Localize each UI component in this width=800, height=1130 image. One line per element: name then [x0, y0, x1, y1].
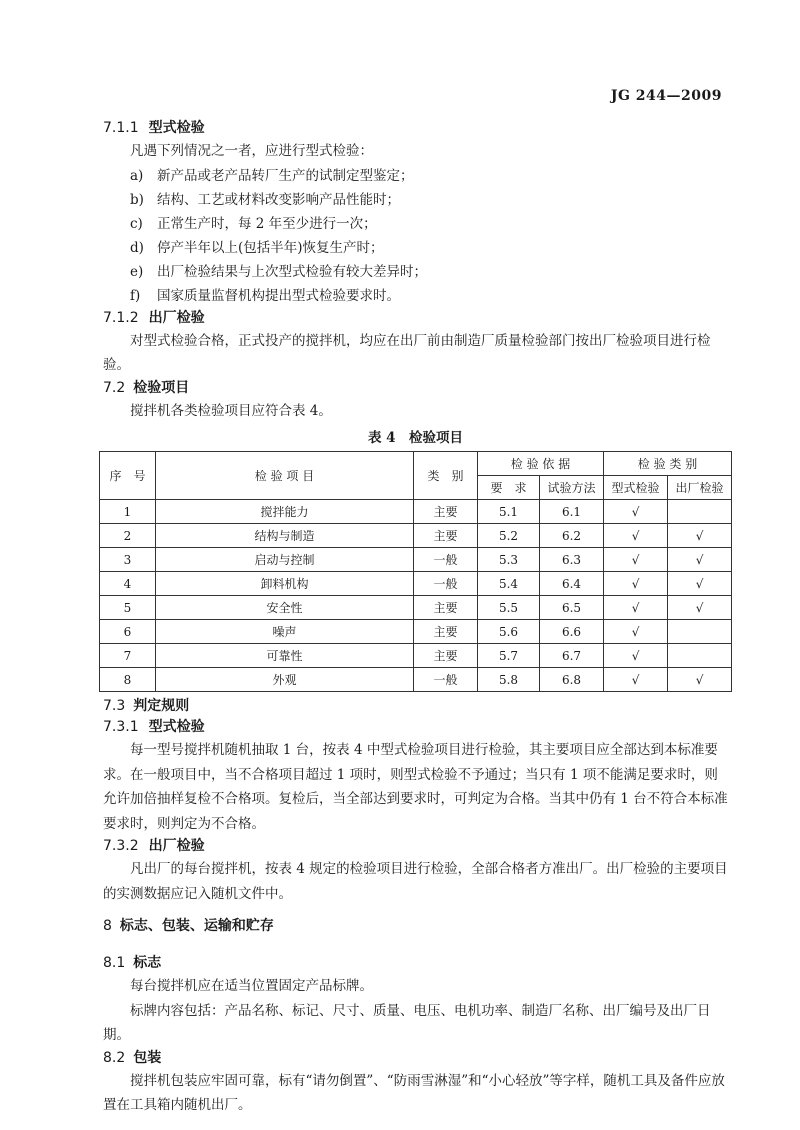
cell-seq: 2: [100, 524, 156, 548]
list-marker: d): [130, 239, 144, 256]
header-type-test: 型式检验: [604, 476, 668, 500]
cell-item: 卸料机构: [156, 572, 414, 596]
cell-seq: 4: [100, 572, 156, 596]
cell-type-test: √: [604, 500, 668, 524]
cell-factory-test: √: [668, 596, 732, 620]
cell-category: 一般: [414, 548, 478, 572]
section-number: 7.1.2: [103, 309, 139, 326]
section-7-1-1-intro: 凡遇下列情况之一者，应进行型式检验：: [130, 143, 373, 159]
list-item: [103, 260, 728, 284]
section-number: 8.2: [103, 1049, 126, 1066]
section-7-3-1-text: 每一型号搅拌机随机抽取 1 台，按表 4 中型式检验项目进行检验，其主要项目应全部达到本标准要求。在一般项目中，当不合格项目超过 1 项时，则型式检验不予通过；当只有 1 项不能满足要求时，则允许加倍抽样复检不合格项。复检后，当全部达到要求时，可判定为合格。当其中仍有 1 台不符合本标准要求时，则判定为不合格。: [103, 742, 728, 832]
section-title: 出厂检验: [148, 838, 205, 854]
section-title: 检验项目: [133, 379, 190, 396]
list-item: [103, 188, 728, 212]
list-marker: a): [130, 167, 144, 184]
standard-code: JG 244—2009: [610, 88, 722, 104]
cell-type-test: √: [604, 644, 668, 668]
inspection-items-table: [99, 451, 732, 692]
table-row: [100, 524, 732, 548]
list-marker: f): [130, 287, 141, 304]
section-number: 7.3.1: [103, 719, 139, 735]
cell-category: 主要: [414, 644, 478, 668]
cell-test-method: 6.5: [540, 596, 604, 620]
section-number: 7.3: [103, 698, 126, 714]
cell-requirement: 5.5: [478, 596, 540, 620]
section-title: 出厂检验: [148, 309, 205, 326]
section-8-2-heading: [103, 1048, 728, 1069]
cell-category: 一般: [414, 572, 478, 596]
cell-factory-test: √: [668, 668, 732, 692]
cell-category: 主要: [414, 524, 478, 548]
list-text: 出厂检验结果与上次型式检验有较大差异时；: [157, 263, 427, 280]
list-marker: b): [130, 191, 144, 208]
cell-item: 噪声: [156, 620, 414, 644]
cell-type-test: √: [604, 596, 668, 620]
cell-item: 安全性: [156, 596, 414, 620]
table-4-caption: 表 4 检验项目: [367, 430, 464, 446]
cell-factory-test: [668, 644, 732, 668]
table-row: [100, 644, 732, 668]
table-row: [100, 620, 732, 644]
cell-item: 可靠性: [156, 644, 414, 668]
cell-item: 启动与控制: [156, 548, 414, 572]
cell-seq: 6: [100, 620, 156, 644]
cell-type-test: √: [604, 548, 668, 572]
section-number: 7.3.2: [103, 838, 139, 854]
header-seq: 序 号: [100, 452, 156, 500]
header-item: 检 验 项 目: [156, 452, 414, 500]
cell-requirement: 5.8: [478, 668, 540, 692]
cell-seq: 5: [100, 596, 156, 620]
header-basis: 检 验 依 据: [478, 452, 604, 476]
list-marker: c): [130, 215, 143, 232]
cell-requirement: 5.4: [478, 572, 540, 596]
cell-item: 搅拌能力: [156, 500, 414, 524]
section-7-3-2-text: 凡出厂的每台搅拌机，按表 4 规定的检验项目进行检验，全部合格者方准出厂。出厂检验的主要项目的实测数据应记入随机文件中。: [103, 861, 728, 902]
section-7-3-heading: [103, 696, 728, 717]
cell-test-method: 6.3: [540, 548, 604, 572]
cell-factory-test: [668, 500, 732, 524]
cell-requirement: 5.7: [478, 644, 540, 668]
table-row: [100, 572, 732, 596]
type-test-conditions-list: [103, 164, 728, 308]
cell-test-method: 6.4: [540, 572, 604, 596]
cell-requirement: 5.2: [478, 524, 540, 548]
cell-factory-test: [668, 620, 732, 644]
cell-test-method: 6.2: [540, 524, 604, 548]
section-7-2-heading: [103, 378, 728, 399]
table-row: [100, 668, 732, 692]
table-row: [100, 596, 732, 620]
list-text: 结构、工艺或材料改变影响产品性能时；: [157, 191, 400, 208]
cell-test-method: 6.8: [540, 668, 604, 692]
section-title: 标志、包装、运输和贮存: [119, 918, 274, 934]
table-row: [100, 500, 732, 524]
list-text: 停产半年以上(包括半年)恢复生产时；: [157, 239, 384, 256]
section-8-1-text-1: 每台搅拌机应在适当位置固定产品标牌。: [130, 978, 373, 994]
section-7-1-2-text: 对型式检验合格，正式投产的搅拌机，均应在出厂前由制造厂质量检验部门按出厂检验项目进行检验。: [103, 332, 711, 373]
cell-category: 一般: [414, 668, 478, 692]
header-test-method: 试验方法: [540, 476, 604, 500]
section-7-1-2-heading: [103, 308, 728, 329]
list-text: 国家质量监督机构提出型式检验要求时。: [157, 287, 400, 304]
section-7-1-1-heading: [103, 118, 728, 139]
header-requirement: 要 求: [478, 476, 540, 500]
section-title: 判定规则: [133, 698, 190, 714]
list-text: 正常生产时，每 2 年至少进行一次；: [157, 215, 377, 232]
cell-category: 主要: [414, 596, 478, 620]
section-8-1-heading: [103, 953, 728, 974]
list-item: [103, 212, 728, 236]
section-number: 7.1.1: [103, 120, 139, 136]
cell-factory-test: √: [668, 572, 732, 596]
header-factory-test: 出厂检验: [668, 476, 732, 500]
cell-seq: 3: [100, 548, 156, 572]
cell-requirement: 5.1: [478, 500, 540, 524]
header-category: 类 别: [414, 452, 478, 500]
list-item: [103, 236, 728, 260]
section-7-3-2-heading: [103, 836, 728, 857]
cell-item: 外观: [156, 668, 414, 692]
cell-type-test: √: [604, 620, 668, 644]
section-8-1-text-2: 标牌内容包括：产品名称、标记、尺寸、质量、电压、电机功率、制造厂名称、出厂编号及出厂日期。: [103, 1002, 711, 1043]
section-title: 型式检验: [148, 719, 205, 735]
section-number: 8.1: [103, 955, 126, 971]
page-content: [103, 118, 728, 1118]
cell-requirement: 5.3: [478, 548, 540, 572]
cell-type-test: √: [604, 524, 668, 548]
cell-test-method: 6.6: [540, 620, 604, 644]
section-8-2-text: 搅拌机包装应牢固可靠，标有“请勿倒置”、“防雨雪淋湿”和“小心轻放”等字样，随机工具及备件应放置在工具箱内随机出厂。: [103, 1072, 725, 1113]
list-text: 新产品或老产品转厂生产的试制定型鉴定；: [157, 167, 414, 184]
cell-requirement: 5.6: [478, 620, 540, 644]
cell-seq: 7: [100, 644, 156, 668]
cell-type-test: √: [604, 572, 668, 596]
cell-factory-test: √: [668, 548, 732, 572]
section-title: 标志: [133, 955, 162, 971]
cell-test-method: 6.1: [540, 500, 604, 524]
section-title: 型式检验: [148, 120, 205, 136]
section-8-heading: [103, 916, 728, 937]
list-item: [103, 164, 728, 188]
cell-category: 主要: [414, 500, 478, 524]
section-number: 7.2: [103, 379, 126, 396]
cell-item: 结构与制造: [156, 524, 414, 548]
cell-test-method: 6.7: [540, 644, 604, 668]
list-marker: e): [130, 263, 144, 280]
cell-seq: 1: [100, 500, 156, 524]
section-number: 8: [103, 918, 112, 934]
cell-seq: 8: [100, 668, 156, 692]
cell-category: 主要: [414, 620, 478, 644]
section-title: 包装: [133, 1049, 162, 1066]
section-7-3-1-heading: [103, 717, 728, 738]
cell-factory-test: √: [668, 524, 732, 548]
table-row: [100, 548, 732, 572]
list-item: [103, 284, 728, 308]
cell-type-test: √: [604, 668, 668, 692]
header-inspection-type: 检 验 类 别: [604, 452, 732, 476]
section-7-2-text: 搅拌机各类检验项目应符合表 4。: [130, 402, 332, 419]
